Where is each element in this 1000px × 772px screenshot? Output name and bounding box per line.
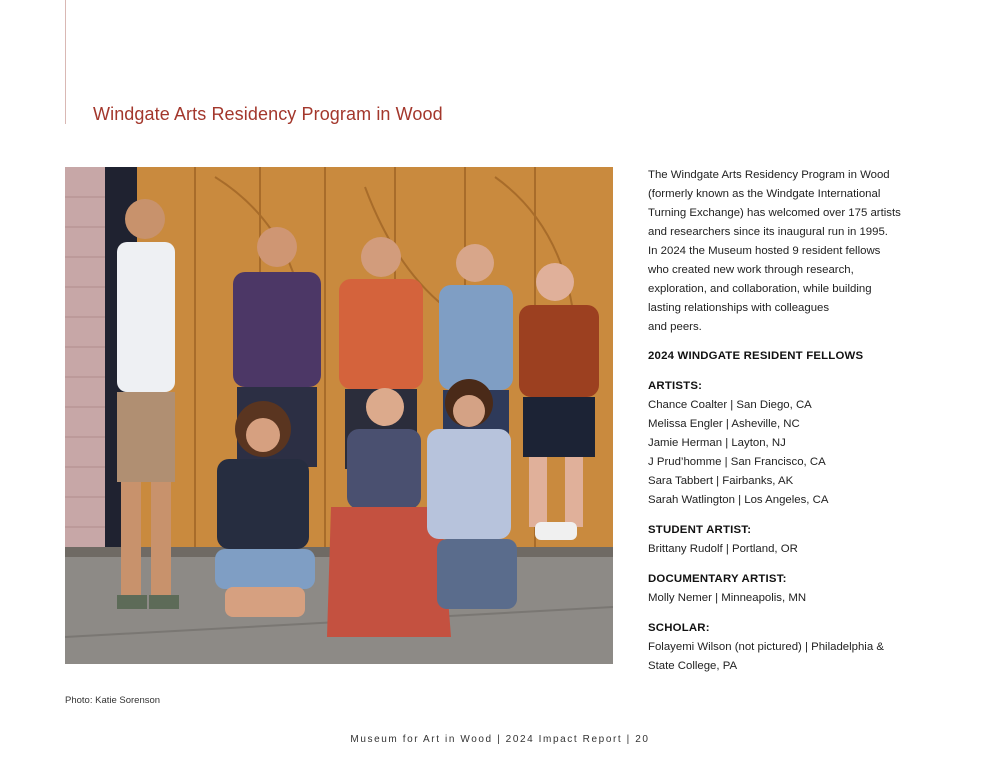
student-entry: Brittany Rudolf | Portland, OR xyxy=(648,543,798,555)
artist-entry: Sara Tabbert | Fairbanks, AK xyxy=(648,475,794,487)
page-title: Windgate Arts Residency Program in Wood xyxy=(93,104,443,124)
artists-section xyxy=(648,377,938,510)
intro-line: (formerly known as the Windgate International xyxy=(648,188,881,200)
page-rule xyxy=(65,0,66,124)
artists-heading: ARTISTS: xyxy=(648,380,703,392)
documentary-heading: DOCUMENTARY ARTIST: xyxy=(648,573,787,585)
intro-line: In 2024 the Museum hosted 9 resident fellows xyxy=(648,245,881,257)
scholar-entry: State College, PA xyxy=(648,660,738,672)
student-section xyxy=(648,521,938,559)
intro-line: exploration, and collaboration, while building xyxy=(648,283,872,295)
documentary-section xyxy=(648,570,938,608)
artist-entry: Sarah Watlington | Los Angeles, CA xyxy=(648,494,829,506)
artist-entry: Chance Coalter | San Diego, CA xyxy=(648,399,812,411)
intro-line: and researchers since its inaugural run in 1995. xyxy=(648,226,888,238)
artist-entry: Melissa Engler | Asheville, NC xyxy=(648,418,800,430)
photo-credit: Photo: Katie Sorenson xyxy=(65,695,161,706)
intro-paragraph xyxy=(648,166,938,337)
text-column xyxy=(648,166,938,676)
student-heading: STUDENT ARTIST: xyxy=(648,524,752,536)
intro-line: lasting relationships with colleagues xyxy=(648,302,830,314)
intro-line: and peers. xyxy=(648,321,702,333)
scholar-section xyxy=(648,619,938,676)
group-photo xyxy=(65,167,613,664)
scholar-entry: Folayemi Wilson (not pictured) | Philadelphia & xyxy=(648,641,884,653)
intro-line: who created new work through research, xyxy=(648,264,854,276)
intro-line: The Windgate Arts Residency Program in Wood xyxy=(648,169,890,181)
intro-line: Turning Exchange) has welcomed over 175 artists xyxy=(648,207,901,219)
page-footer: Museum for Art in Wood | 2024 Impact Report | 20 xyxy=(350,734,650,745)
artist-entry: J Prud’homme | San Francisco, CA xyxy=(648,456,826,468)
artist-entry: Jamie Herman | Layton, NJ xyxy=(648,437,786,449)
fellows-heading: 2024 WINDGATE RESIDENT FELLOWS xyxy=(648,350,864,362)
scholar-heading: SCHOLAR: xyxy=(648,622,710,634)
documentary-entry: Molly Nemer | Minneapolis, MN xyxy=(648,592,807,604)
